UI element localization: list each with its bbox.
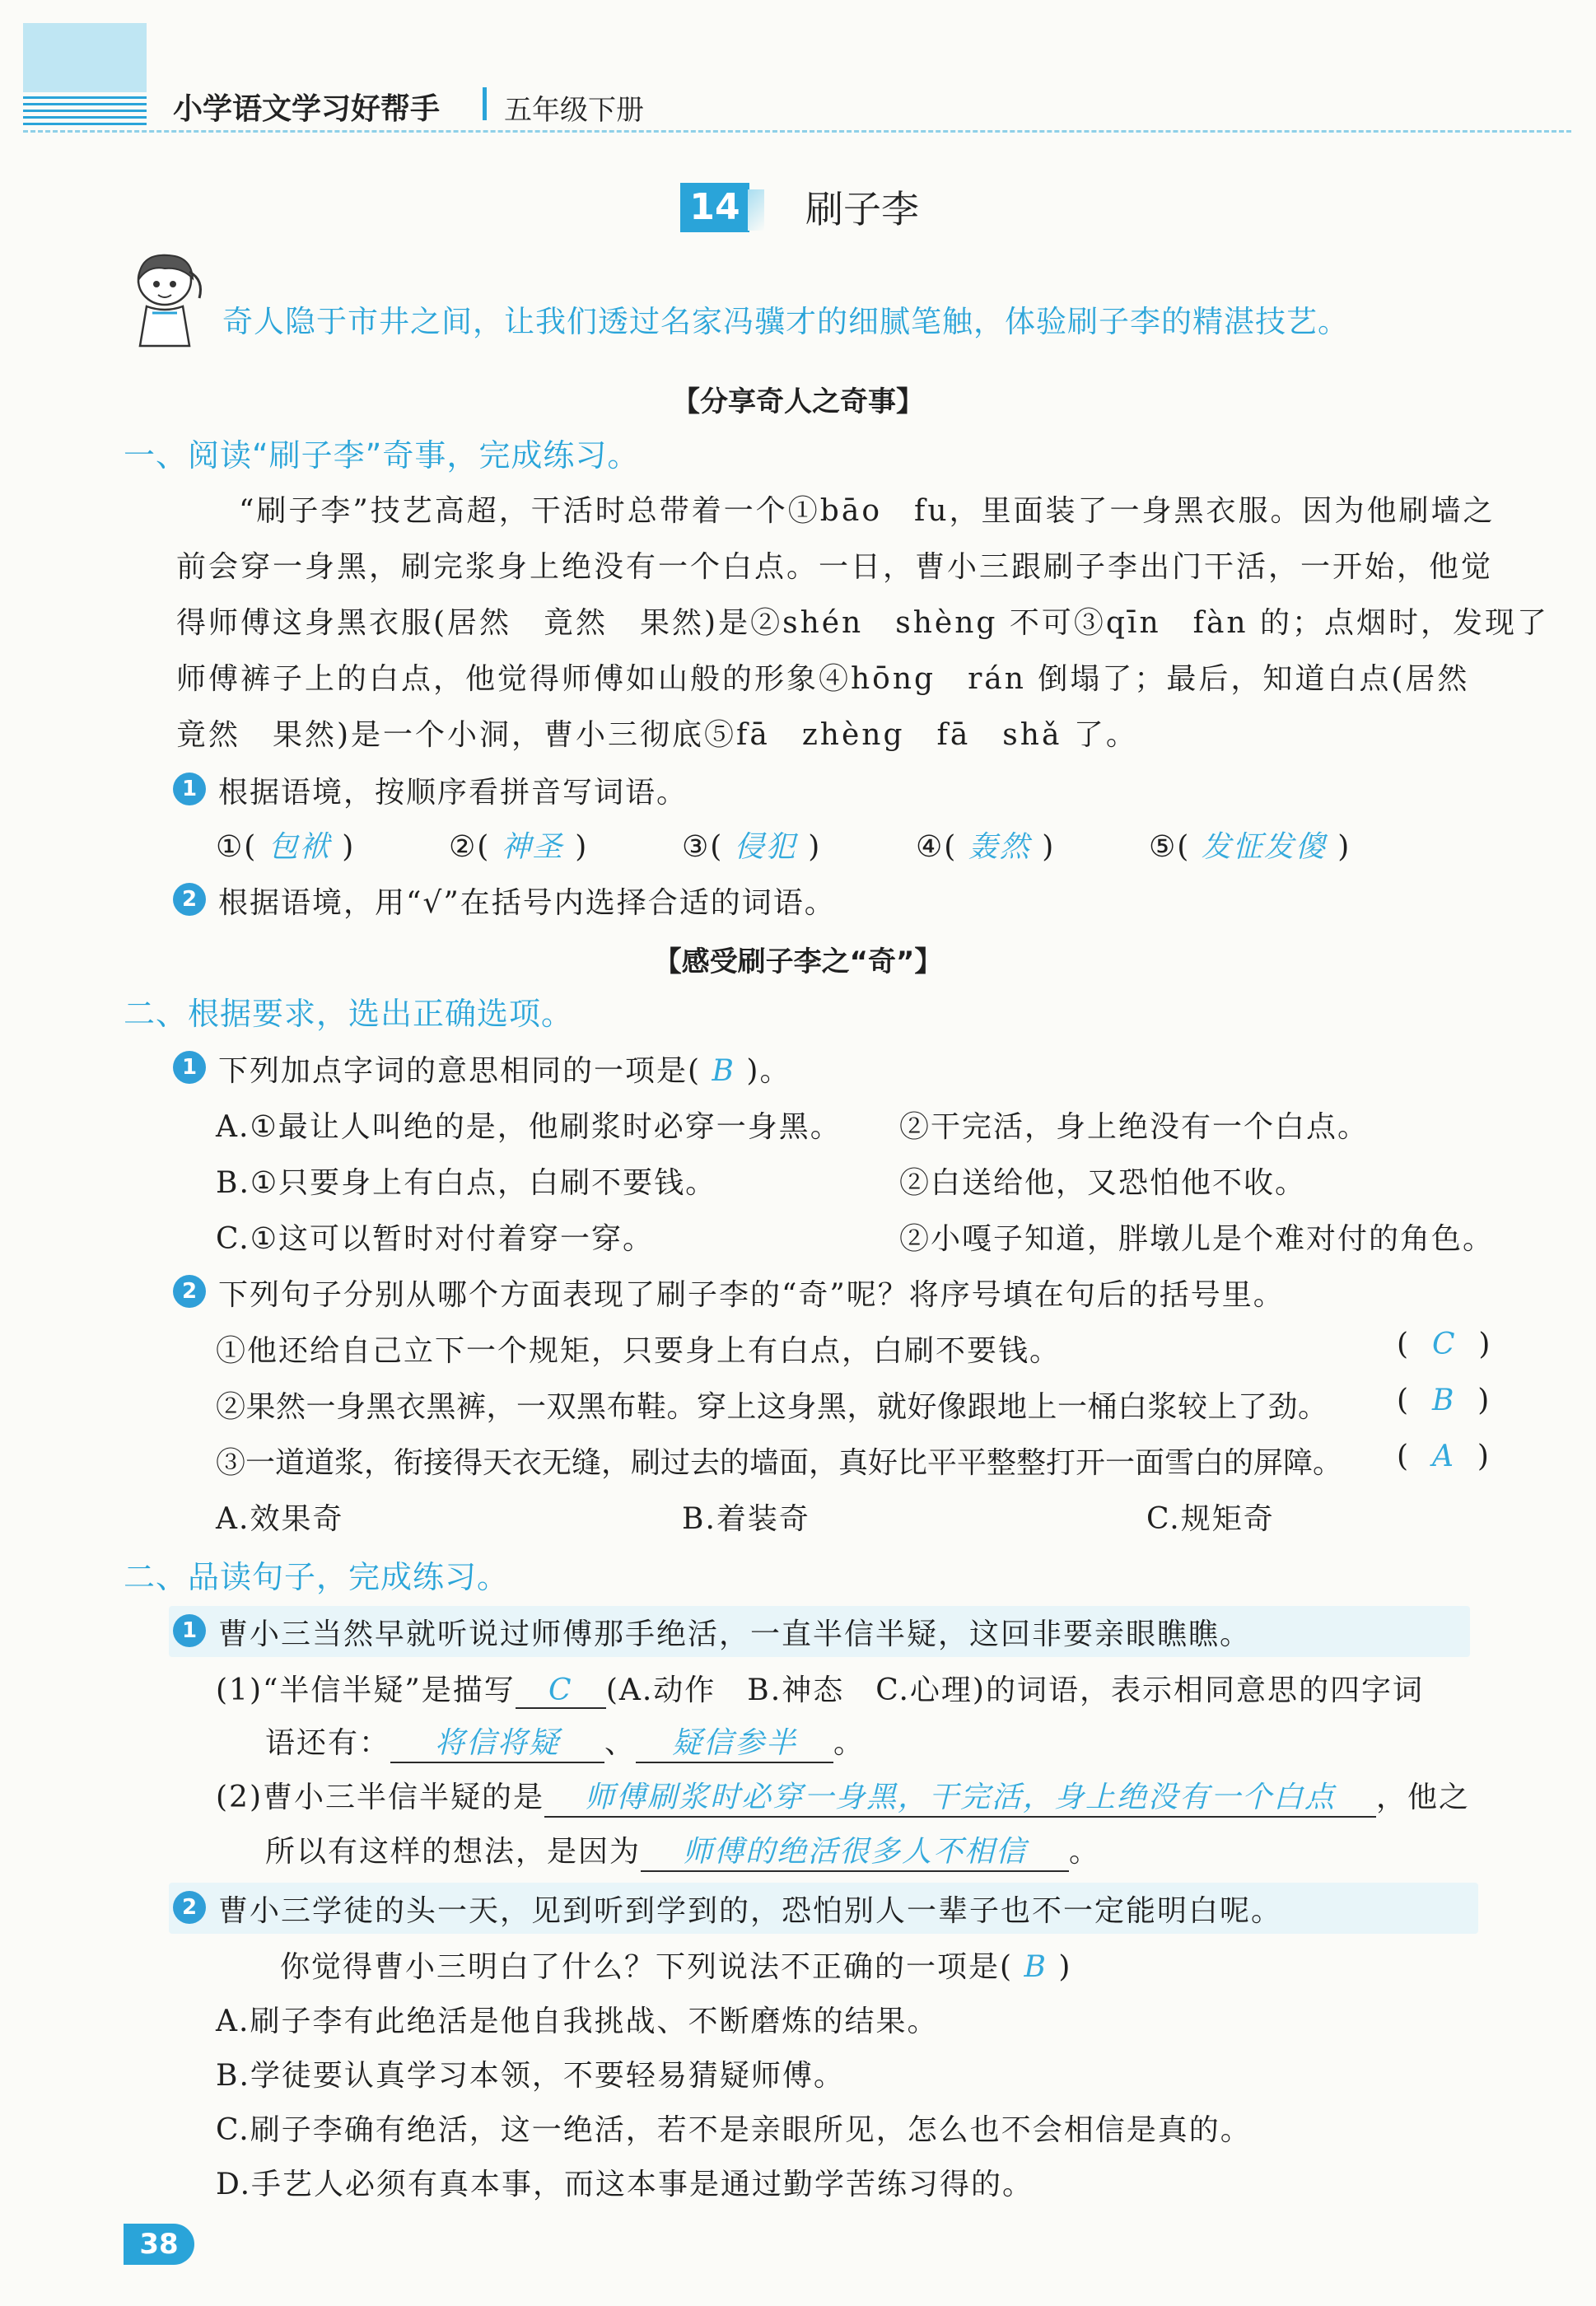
header-stripes [23,92,147,125]
p3-q2-badge: 2 [173,1891,206,1924]
choice-b: B.着装奇 [682,1502,810,1536]
q1-badge: 1 [173,773,206,805]
choice-c: C.规矩奇 [1146,1502,1275,1536]
lesson-number-accent [748,189,764,231]
sub1-answer-3: 疑信参半 [672,1726,798,1760]
section-2-heading: 二、根据要求，选出正确选项。 [124,996,574,1032]
q2-text: 根据语境，用“√”在括号内选择合适的词语。 [218,886,836,920]
header-divider [483,87,487,120]
p3-q1-sub1-cont: 语还有： 将信将疑 、 疑信参半 。 [265,1720,865,1763]
p2-q1-text: 下列加点字词的意思相同的一项是( B )。 [218,1054,791,1088]
q2-item-3: ③一道道浆，衔接得天衣无缝，刷过去的墙面，真好比平平整整打开一面雪白的屏障。 [216,1446,1343,1480]
p3-option-c: C.刷子李确有绝活，这一绝活，若不是亲眼所见，怎么也不会相信是真的。 [216,2113,1252,2147]
option-a-right: ②干完活，身上绝没有一个白点。 [899,1110,1370,1144]
sub1-answer-2: 将信将疑 [435,1726,561,1760]
option-c-left: C.①这可以暂时对付着穿一穿。 [216,1222,654,1256]
answer-5-value: 发怔发傻 [1201,830,1327,864]
header-rule [23,130,1571,133]
sub2-answer-2: 师傅的绝活很多人不相信 [683,1835,1028,1869]
page-number: 38 [124,2224,194,2265]
sub2-answer: 师傅刷浆时必穿一身黑，干完活，身上绝没有一个白点 [584,1781,1336,1814]
q2-item-2: ②果然一身黑衣黑裤，一双黑布鞋。穿上这身黑，就好像跟地上一桶白浆较上了劲。 [216,1390,1328,1424]
option-b-right: ②白送给他，又恐怕他不收。 [899,1166,1307,1200]
q2-item-1: ①他还给自己立下一个规矩，只要身上有白点，白刷不要钱。 [216,1334,1062,1368]
passage-line: 师傅裤子上的白点，他觉得师傅如山般的形象④hōng rán 倒塌了；最后，知道白点(居然 [176,662,1470,696]
p3-q1-sub2: (2)曹小三半信半疑的是 师傅刷浆时必穿一身黑，干完活，身上绝没有一个白点 ，他之 [216,1774,1470,1818]
answer-5: ⑤( 发怔发傻 ) [1149,830,1351,864]
banner-feel: 【感受刷子李之“奇”】 [653,945,943,978]
p3-q1-sentence: 曹小三当然早就听说过师傅那手绝活，一直半信半疑，这回非要亲眼瞧瞧。 [218,1617,1252,1651]
grade-label: 五年级下册 [504,94,644,127]
p3-q1-sub1: (1)“半信半疑”是描写 C (A.动作 B.神态 C.心理)的词语，表示相同意思的四字词 [216,1673,1424,1707]
q2-item-3-bracket: ( A ) [1397,1440,1491,1473]
p3-option-d: D.手艺人必须有真本事，而这本事是通过勤学苦练习得的。 [216,2168,1034,2201]
option-c-right: ②小嘎子知道，胖墩儿是个难对付的角色。 [899,1222,1495,1256]
p2-q1-badge: 1 [173,1051,206,1084]
p3-option-a: A.刷子李有此绝活是他自我挑战、不断磨炼的结果。 [216,2005,939,2038]
option-a-left: A.①最让人叫绝的是，他刷浆时必穿一身黑。 [216,1110,842,1144]
answer-4: ④( 轰然 ) [916,830,1056,864]
answer-4-value: 轰然 [968,830,1031,864]
answer-1-value: 包袱 [268,830,331,864]
passage-line: 竟然 果然)是一个小洞，曹小三彻底⑤fā zhèng fā shǎ 了。 [176,718,1138,752]
series-title: 小学语文学习好帮手 [173,92,441,126]
p3-q2-question: 你觉得曹小三明白了什么？下列说法不正确的一项是( B ) [280,1950,1072,1984]
lesson-title: 刷子李 [805,187,919,231]
p3-q1-sub2-cont: 所以有这样的想法，是因为 师傅的绝活很多人不相信 。 [265,1828,1100,1872]
intro-text: 奇人隐于市井之间，让我们透过名家冯骥才的细腻笔触，体验刷子李的精湛技艺。 [222,304,1349,339]
answer-2: ②( 神圣 ) [449,830,589,864]
choice-a: A.效果奇 [216,1502,344,1536]
q2-badge: 2 [173,883,206,916]
p2-q1-answer: B [712,1054,735,1088]
passage-line: 前会穿一身黑，刷完浆身上绝没有一个白点。一日，曹小三跟刷子李出门干活，一开始，他觉 [176,550,1494,584]
p3-q2-sentence: 曹小三学徒的头一天，见到听到学到的，恐怕别人一辈子也不一定能明白呢。 [218,1894,1283,1928]
answer-1: ①( 包袱 ) [216,830,356,864]
section-1-heading: 一、阅读“刷子李”奇事，完成练习。 [124,437,640,474]
p3-option-b: B.学徒要认真学习本领，不要轻易猜疑师傅。 [216,2059,845,2093]
option-b-left: B.①只要身上有白点，白刷不要钱。 [216,1166,717,1200]
p2-q2-badge: 2 [173,1275,206,1308]
p3-q1-badge: 1 [173,1614,206,1647]
passage-line: “刷子李”技艺高超，干活时总带着一个①bāo fu，里面装了一身黑衣服。因为他刷墙之 [239,494,1496,528]
passage-line: 得师傅这身黑衣服(居然 竟然 果然)是②shén shèng 不可③qīn fàn 的；点烟时，发现了 [176,606,1550,640]
section-3-heading: 二、品读句子，完成练习。 [124,1559,510,1595]
answer-3: ③( 侵犯 ) [682,830,822,864]
sub1-answer: C [548,1673,573,1707]
answer-3-value: 侵犯 [734,830,797,864]
p2-q2-text: 下列句子分别从哪个方面表现了刷子李的“奇”呢？将序号填在句后的括号里。 [218,1278,1285,1312]
banner-share: 【分享奇人之奇事】 [672,385,924,418]
q2-item-1-bracket: ( C ) [1397,1328,1492,1361]
p3-q2-answer: B [1024,1950,1048,1984]
lesson-number: 14 [680,183,749,232]
q1-text: 根据语境，按顺序看拼音写词语。 [218,776,688,810]
q2-item-2-bracket: ( B ) [1397,1384,1491,1417]
girl-illustration [124,247,206,354]
answer-2-value: 神圣 [501,830,564,864]
